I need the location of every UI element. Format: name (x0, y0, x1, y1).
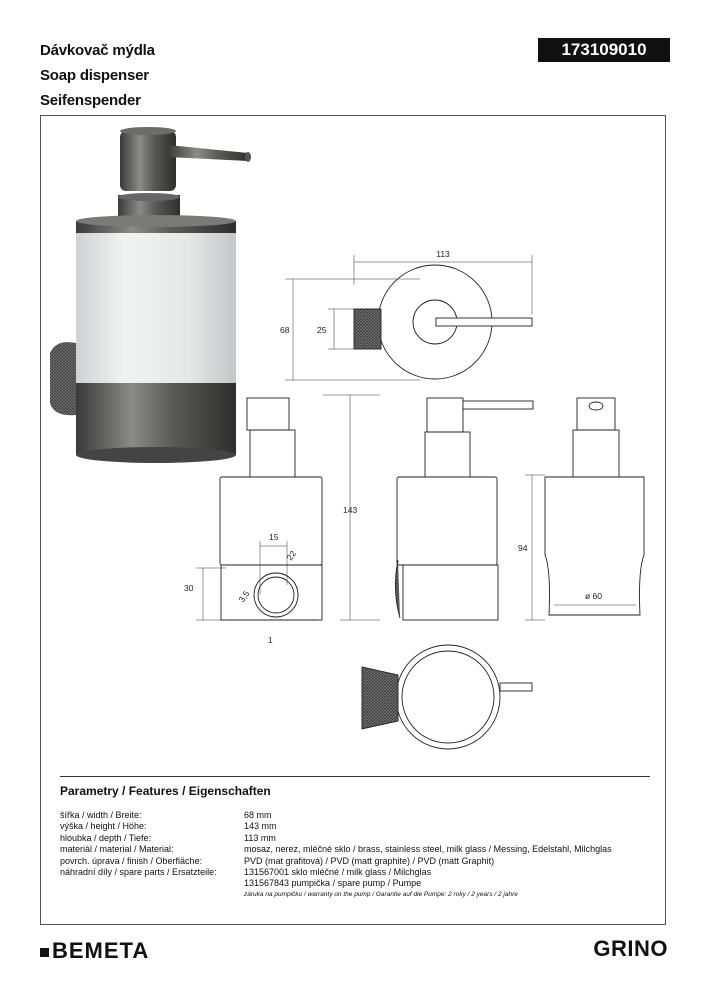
brand-logo (40, 938, 149, 964)
section-view (545, 398, 644, 615)
dim-glass-height: 94 (518, 543, 528, 553)
product-photo (50, 127, 251, 463)
logo-square-icon (40, 948, 49, 957)
title-english: Soap dispenser (40, 67, 149, 84)
parameter-key: šířka / width / Breite: (60, 810, 142, 820)
parameter-value: 131567843 pumpička / spare pump / Pumpe (244, 878, 422, 889)
top-view (354, 265, 532, 379)
dim-depth: 68 (280, 325, 290, 335)
dim-inner: 25 (317, 325, 327, 335)
product-code: 173109010 (538, 38, 670, 62)
title-german: Seifenspender (40, 92, 141, 109)
parameter-key: povrch. úprava / finish / Oberfläche: (60, 855, 203, 866)
dim-1: 1 (268, 635, 273, 645)
parameter-value: 68 mm (244, 810, 272, 820)
dim-30: 30 (184, 583, 194, 593)
parameter-key (60, 878, 244, 889)
parameter-row (60, 810, 650, 821)
parameter-value: 113 mm (244, 832, 276, 843)
parameter-key: náhradní díly / spare parts / Ersatzteile: (60, 867, 217, 878)
title-block (40, 38, 155, 113)
dim-22: 22 (284, 548, 299, 563)
parameter-row (60, 821, 650, 832)
parameter-row (60, 878, 650, 889)
parameter-value: 131567001 sklo mléčné / milk glass / Milchglas (244, 867, 432, 878)
parameter-row (60, 844, 650, 855)
parameter-value: 143 mm (244, 821, 277, 832)
series-name: GRINO (593, 936, 668, 961)
parameter-key: materiál / material / Material: (60, 844, 174, 855)
side-view (395, 398, 533, 620)
parameter-key: výška / height / Höhe: (60, 821, 147, 832)
parameter-row (60, 856, 650, 867)
bottom-view (362, 645, 532, 749)
title-czech: Dávkovač mýdla (40, 42, 155, 59)
parameters-table (60, 810, 650, 890)
parameter-row (60, 867, 650, 878)
technical-drawing (40, 115, 666, 765)
dim-width: 113 (436, 249, 450, 259)
dim-height: 143 (343, 505, 358, 515)
parameter-value: PVD (mat grafitová) / PVD (matt graphite) / PVD (matt Graphit) (244, 855, 495, 866)
brand-name: BEMETA (52, 938, 150, 963)
warranty-note: záruka na pumpičku / warranty on the pump / Garantie auf die Pumpe: 2 roky / 2 years / 2 jahre (244, 890, 518, 898)
dim-15: 15 (269, 532, 279, 542)
parameters-section (60, 776, 650, 899)
dim-3-5: 3,5 (236, 588, 252, 605)
parameters-heading: Parametry / Features / Eigenschaften (60, 784, 271, 798)
parameter-key: hloubka / depth / Tiefe: (60, 832, 152, 843)
dimension-labels (184, 249, 602, 645)
parameter-row (60, 833, 650, 844)
dim-diameter: ø 60 (585, 591, 603, 601)
parameter-value: mosaz, nerez, mléčné sklo / brass, stainless steel, milk glass / Messing, Edelstahl, Milchglas (244, 844, 612, 855)
